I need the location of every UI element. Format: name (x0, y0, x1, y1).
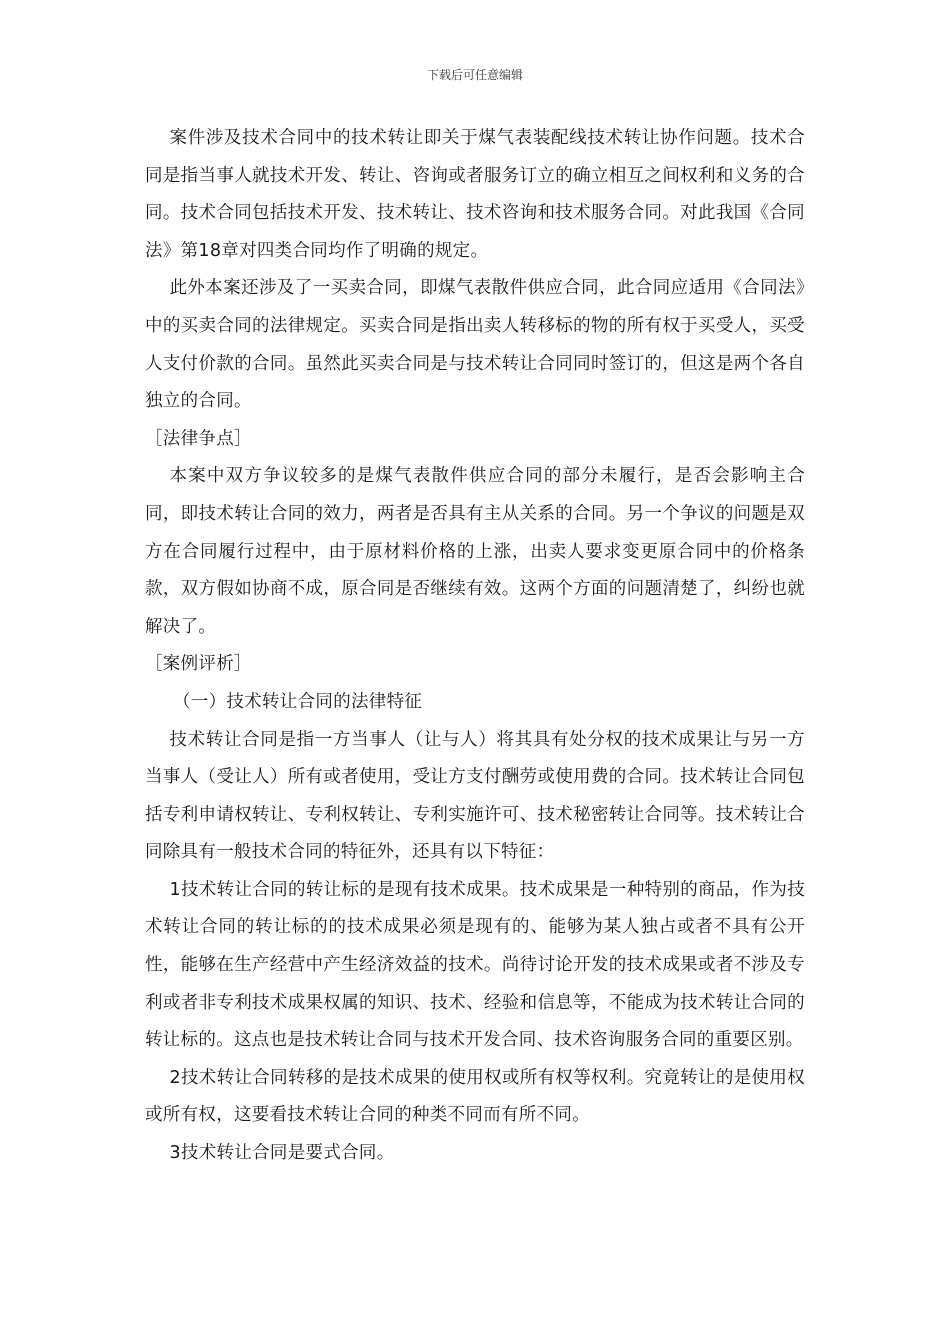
paragraph-tech-transfer-definition: 技术转让合同是指一方当事人（让与人）将其具有处分权的技术成果让与另一方当事人（受让人）所有或者使用，受让方支付酬劳或使用费的合同。技术转让合同包括专利申请权转让、专利权转让、专利实施许可、技术秘密转让合同等。技术转让合同除具有一般技术合同的特征外，还具有以下特征： (145, 729, 805, 863)
paragraph-sales-contract: 此外本案还涉及了一买卖合同，即煤气表散件供应合同，此合同应适用《合同法》中的买卖合同的法律规定。买卖合同是指出卖人转移标的物的所有权于买受人，买受人支付价款的合同。虽然此买卖合同是与技术转让合同同时签订的，但这是两个各自独立的合同。 (145, 278, 805, 412)
paragraph-feature-3: 3技术转让合同是要式合同。 (169, 1143, 395, 1164)
paragraph-feature-1: 1技术转让合同的转让标的是现有技术成果。技术成果是一种特别的商品，作为技术转让合同的转让标的的技术成果必须是现有的、能够为某人独占或者不具有公开性，能够在生产经营中产生经济效益的技术。尚待讨论开发的技术成果或者不涉及专利或者非专利技术成果权属的知识、技术、经验和信息等，不能成为技术转让合同的转让标的。这点也是技术转让合同与技术开发合同、技术咨询服务合同的重要区别。 (145, 879, 805, 1051)
section-label-legal-issues: ［法律争点］ (145, 428, 252, 449)
paragraph-legal-issues: 本案中双方争议较多的是煤气表散件供应合同的部分未履行，是否会影响主合同，即技术转让合同的效力，两者是否具有主从关系的合同。另一个争议的问题是双方在合同履行过程中，由于原材料价格的上涨，出卖人要求变更原合同中的价格条款，双方假如协商不成，原合同是否继续有效。这两个方面的问题清楚了，纠纷也就解决了。 (145, 466, 805, 637)
subheading-legal-features: （一）技术转让合同的法律特征 (173, 691, 423, 712)
paragraph-tech-contract-intro: 案件涉及技术合同中的技术转让即关于煤气表装配线技术转让协作问题。技术合同是指当事人就技术开发、转让、咨询或者服务订立的确立相互之间权利和义务的合同。技术合同包括技术开发、技术转让、技术咨询和技术服务合同。对此我国《合同法》第18章对四类合同均作了明确的规定。 (145, 128, 805, 261)
page-header: 下载后可任意编辑 (426, 68, 523, 82)
document-body (145, 120, 805, 1173)
paragraph-feature-2: 2技术转让合同转移的是技术成果的使用权或所有权等权利。究竟转让的是使用权或所有权，这要看技术转让合同的种类不同而有所不同。 (145, 1067, 805, 1126)
section-label-case-analysis: ［案例评析］ (145, 654, 252, 675)
